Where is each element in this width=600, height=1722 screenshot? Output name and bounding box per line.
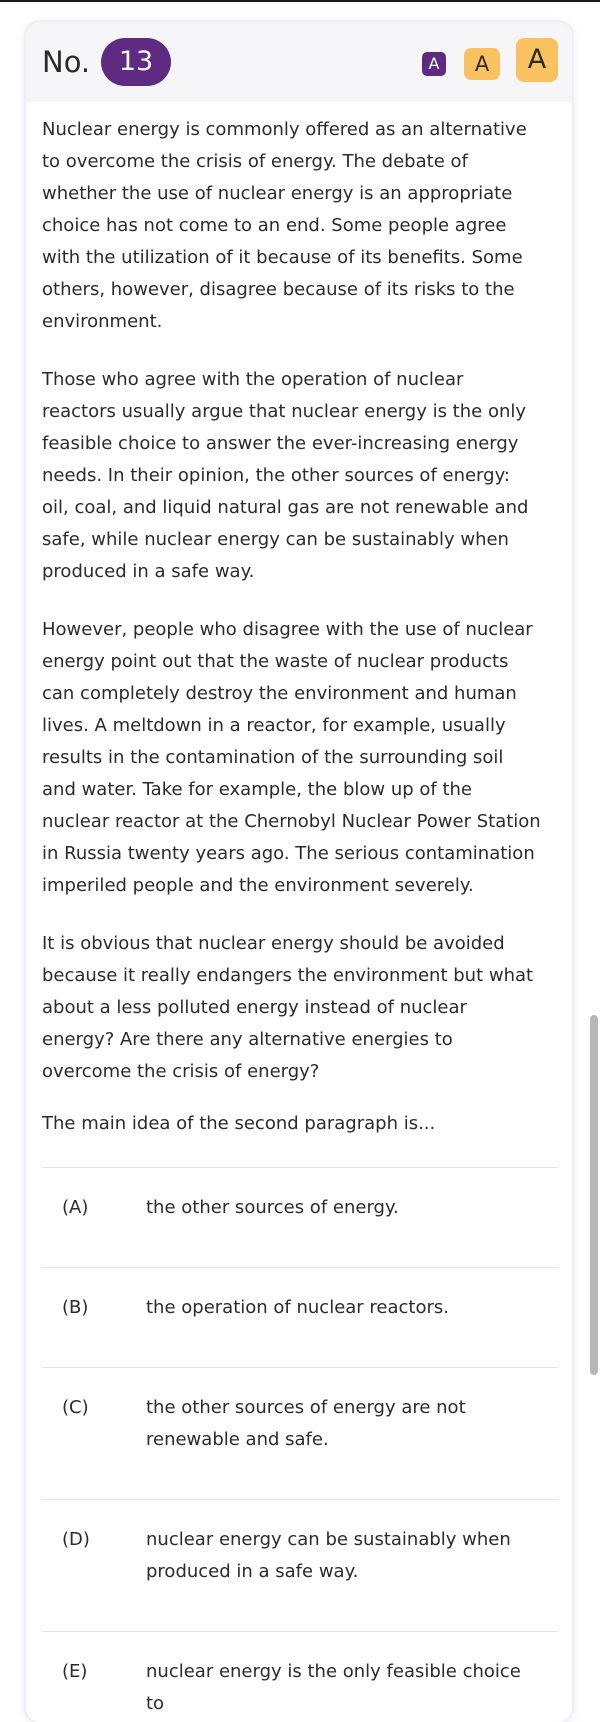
answer-option-d[interactable] (42, 1499, 558, 1631)
option-text: nuclear energy is the only feasible choice to (146, 1661, 521, 1714)
font-size-large-button[interactable]: A (516, 38, 558, 82)
answer-option-b[interactable] (42, 1267, 558, 1367)
option-text: the operation of nuclear reactors. (146, 1297, 449, 1318)
answer-option-c[interactable] (42, 1367, 558, 1499)
option-text: the other sources of energy. (146, 1197, 399, 1218)
answer-option-a[interactable] (42, 1167, 558, 1267)
question-card (26, 22, 572, 1722)
option-letter: (D) (62, 1529, 90, 1550)
option-letter: (C) (62, 1397, 89, 1418)
font-size-medium-button[interactable]: A (464, 48, 500, 80)
question-prompt: The main idea of the second paragraph is... (42, 1113, 436, 1134)
passage-paragraph-3: However, people who disagree with the use of nuclear energy point out that the waste of nuclear products can completely destroy the environment and human lives. A meltdown in a reactor, for example, usually results in the contamination of the surrounding soil and water. Take for example, the blow up of the nuclear reactor at the Chernobyl Nuclear Power Station in Russia twenty years ago. The serious contamination imperiled people and the environment severely. (42, 619, 541, 896)
option-text: nuclear energy can be sustainably when produced in a safe way. (146, 1529, 511, 1582)
reading-passage (42, 114, 542, 1114)
passage-paragraph-4: It is obvious that nuclear energy should be avoided because it really endangers the environment but what about a less polluted energy instead of nuclear energy? Are there any alternative energies to overcome the crisis of energy? (42, 933, 534, 1082)
top-divider (0, 0, 600, 2)
option-letter: (B) (62, 1297, 89, 1318)
option-letter: (E) (62, 1661, 88, 1682)
option-text: the other sources of energy are not renewable and safe. (146, 1397, 466, 1450)
question-number-label: No. (42, 45, 91, 79)
passage-paragraph-2: Those who agree with the operation of nuclear reactors usually argue that nuclear energy is the only feasible choice to answer the ever-increasing energy needs. In their opinion, the other sources of energy: oil, coal, and liquid natural gas are not renewable and safe, while nuclear energy can be sustainably when produced in a safe way. (42, 369, 529, 582)
question-number-badge: 13 (101, 38, 171, 86)
font-size-small-button[interactable]: A (422, 52, 446, 76)
passage-paragraph-1: Nuclear energy is commonly offered as an alternative to overcome the crisis of energy. The debate of whether the use of nuclear energy is an appropriate choice has not come to an end. Some people agree with the utilization of it because of its benefits. Some others, however, disagree because of its risks to the environment. (42, 119, 527, 332)
answer-options (42, 1167, 558, 1722)
page-scrollbar[interactable] (590, 1015, 598, 1375)
option-letter: (A) (62, 1197, 89, 1218)
question-header (26, 22, 572, 102)
answer-option-e[interactable] (42, 1631, 558, 1722)
